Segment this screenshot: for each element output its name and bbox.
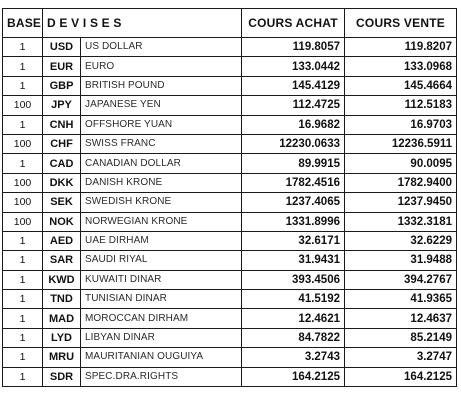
table-row: [3, 367, 457, 386]
currency-name-cell: KUWAITI DINAR: [81, 270, 242, 289]
sell-rate-cell: 164.2125: [345, 367, 457, 386]
currency-name-cell: OFFSHORE YUAN: [81, 115, 242, 134]
currency-name-cell: SWISS FRANC: [81, 134, 242, 153]
table-row: [3, 96, 457, 115]
currency-name-cell: JAPANESE YEN: [81, 96, 242, 115]
buy-rate-cell: 1331.8996: [242, 212, 345, 231]
currency-name-cell: EURO: [81, 57, 242, 76]
table-row: [3, 251, 457, 270]
buy-rate-cell: 41.5192: [242, 290, 345, 309]
table-row: [3, 115, 457, 134]
base-cell: 1: [3, 348, 43, 367]
base-cell: 100: [3, 212, 43, 231]
base-cell: 1: [3, 231, 43, 250]
currency-name-cell: UAE DIRHAM: [81, 231, 242, 250]
buy-rate-cell: 84.7822: [242, 328, 345, 347]
sell-rate-cell: 41.9365: [345, 290, 457, 309]
base-cell: 100: [3, 193, 43, 212]
base-cell: 1: [3, 290, 43, 309]
base-cell: 1: [3, 270, 43, 289]
exchange-rates-table: [2, 8, 457, 387]
currency-code-cell: MRU: [43, 348, 81, 367]
table-row: [3, 57, 457, 76]
buy-rate-cell: 89.9915: [242, 154, 345, 173]
buy-rate-cell: 31.9431: [242, 251, 345, 270]
buy-rate-cell: 32.6171: [242, 231, 345, 250]
sell-rate-cell: 85.2149: [345, 328, 457, 347]
base-cell: 1: [3, 328, 43, 347]
currency-code-cell: SEK: [43, 193, 81, 212]
currency-code-cell: JPY: [43, 96, 81, 115]
currency-code-cell: LYD: [43, 328, 81, 347]
base-cell: 1: [3, 367, 43, 386]
base-cell: 1: [3, 251, 43, 270]
header-buy-rate: COURS ACHAT: [242, 9, 345, 38]
currency-code-cell: AED: [43, 231, 81, 250]
currency-name-cell: LIBYAN DINAR: [81, 328, 242, 347]
currency-name-cell: SAUDI RIYAL: [81, 251, 242, 270]
buy-rate-cell: 3.2743: [242, 348, 345, 367]
base-cell: 100: [3, 173, 43, 192]
buy-rate-cell: 133.0442: [242, 57, 345, 76]
buy-rate-cell: 1782.4516: [242, 173, 345, 192]
sell-rate-cell: 12.4637: [345, 309, 457, 328]
sell-rate-cell: 133.0968: [345, 57, 457, 76]
buy-rate-cell: 393.4506: [242, 270, 345, 289]
table-row: [3, 193, 457, 212]
sell-rate-cell: 112.5183: [345, 96, 457, 115]
sell-rate-cell: 90.0095: [345, 154, 457, 173]
currency-code-cell: MAD: [43, 309, 81, 328]
currency-name-cell: SPEC.DRA.RIGHTS: [81, 367, 242, 386]
header-sell-rate: COURS VENTE: [345, 9, 457, 38]
header-devises: D E V I S E S: [43, 9, 242, 38]
currency-code-cell: CNH: [43, 115, 81, 134]
buy-rate-cell: 164.2125: [242, 367, 345, 386]
table-row: [3, 348, 457, 367]
base-cell: 100: [3, 134, 43, 153]
currency-code-cell: DKK: [43, 173, 81, 192]
table-row: [3, 270, 457, 289]
sell-rate-cell: 16.9703: [345, 115, 457, 134]
buy-rate-cell: 145.4129: [242, 76, 345, 95]
sell-rate-cell: 1332.3181: [345, 212, 457, 231]
sell-rate-cell: 1237.9450: [345, 193, 457, 212]
table-row: [3, 38, 457, 57]
sell-rate-cell: 145.4664: [345, 76, 457, 95]
header-base: BASE: [3, 9, 43, 38]
table-row: [3, 212, 457, 231]
currency-code-cell: SDR: [43, 367, 81, 386]
sell-rate-cell: 3.2747: [345, 348, 457, 367]
currency-name-cell: TUNISIAN DINAR: [81, 290, 242, 309]
currency-code-cell: USD: [43, 38, 81, 57]
currency-code-cell: GBP: [43, 76, 81, 95]
currency-code-cell: NOK: [43, 212, 81, 231]
table-row: [3, 173, 457, 192]
base-cell: 1: [3, 76, 43, 95]
base-cell: 1: [3, 309, 43, 328]
buy-rate-cell: 16.9682: [242, 115, 345, 134]
table-row: [3, 76, 457, 95]
sell-rate-cell: 12236.5911: [345, 134, 457, 153]
table-row: [3, 290, 457, 309]
table-row: [3, 154, 457, 173]
sell-rate-cell: 31.9488: [345, 251, 457, 270]
sell-rate-cell: 394.2767: [345, 270, 457, 289]
buy-rate-cell: 12.4621: [242, 309, 345, 328]
sell-rate-cell: 119.8207: [345, 38, 457, 57]
buy-rate-cell: 112.4725: [242, 96, 345, 115]
sell-rate-cell: 1782.9400: [345, 173, 457, 192]
buy-rate-cell: 12230.0633: [242, 134, 345, 153]
base-cell: 1: [3, 57, 43, 76]
table-row: [3, 328, 457, 347]
table-row: [3, 134, 457, 153]
currency-code-cell: TND: [43, 290, 81, 309]
currency-name-cell: MOROCCAN DIRHAM: [81, 309, 242, 328]
table-row: [3, 231, 457, 250]
currency-code-cell: KWD: [43, 270, 81, 289]
currency-name-cell: SWEDISH KRONE: [81, 193, 242, 212]
buy-rate-cell: 119.8057: [242, 38, 345, 57]
currency-name-cell: DANISH KRONE: [81, 173, 242, 192]
base-cell: 1: [3, 154, 43, 173]
base-cell: 100: [3, 96, 43, 115]
table-body: [3, 38, 457, 387]
sell-rate-cell: 32.6229: [345, 231, 457, 250]
base-cell: 1: [3, 115, 43, 134]
header-row: [3, 9, 457, 38]
currency-code-cell: SAR: [43, 251, 81, 270]
table-row: [3, 309, 457, 328]
buy-rate-cell: 1237.4065: [242, 193, 345, 212]
currency-code-cell: EUR: [43, 57, 81, 76]
currency-name-cell: MAURITANIAN OUGUIYA: [81, 348, 242, 367]
table-header: [3, 9, 457, 38]
base-cell: 1: [3, 38, 43, 57]
currency-code-cell: CHF: [43, 134, 81, 153]
currency-name-cell: CANADIAN DOLLAR: [81, 154, 242, 173]
currency-code-cell: CAD: [43, 154, 81, 173]
currency-name-cell: NORWEGIAN KRONE: [81, 212, 242, 231]
currency-name-cell: US DOLLAR: [81, 38, 242, 57]
currency-name-cell: BRITISH POUND: [81, 76, 242, 95]
